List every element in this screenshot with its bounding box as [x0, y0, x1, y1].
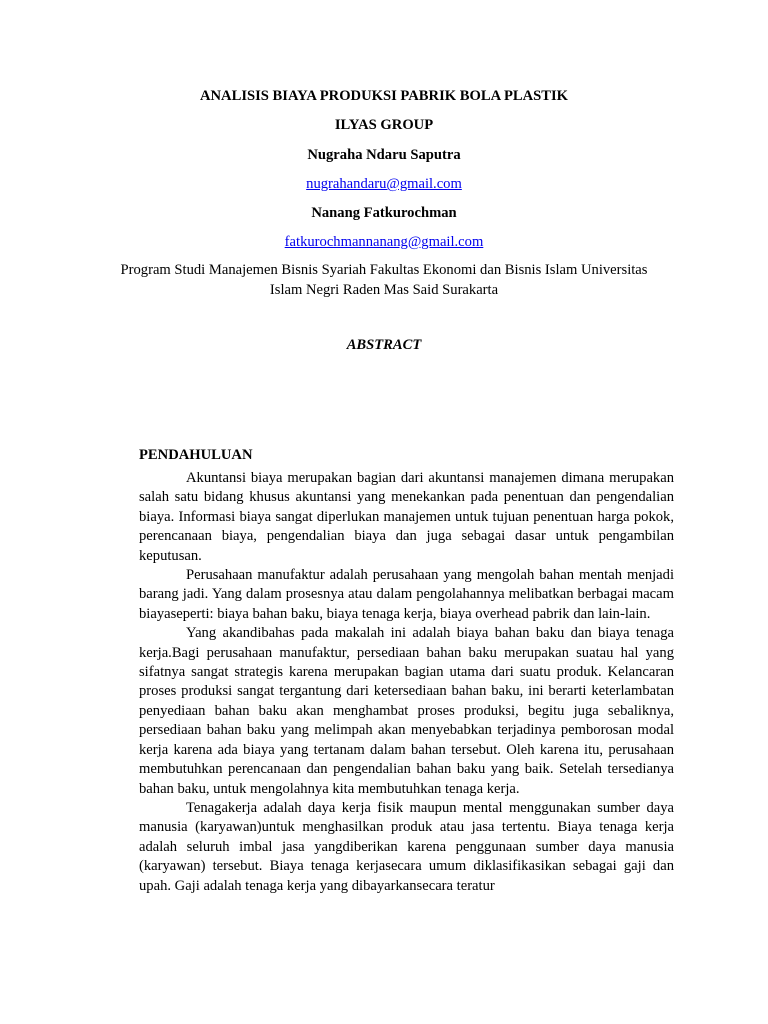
- affiliation-line-2: Islam Negri Raden Mas Said Surakarta: [269, 281, 499, 298]
- paragraph-3: Yang akandibahas pada makalah ini adalah biaya bahan baku dan biaya tenaga kerja.Bagi perusahaan manufaktur, persediaan bahan baku merupakan suatau hal yang sifatnya sangat strategis karena merupakan bagian utama dari suatu produk. Kelancaran proses produksi sangat tergantung dari ketersediaan bahan baku, ini berarti keterlambatan penyediaan bahan baku akan menghambat proses produksi, begitu juga sebaliknya, persediaan bahan baku yang melimpah akan menyebabkan terjadinya pemborosan modal kerja karena ada biaya yang tertanam dalam bahan tersebut. Oleh karena itu, perusahaan membutuhkan perencanaan dan pengendalian bahan baku yang baik. Setelah tersedianya bahan baku, untuk mengolahnya kita membutuhkan tenaga kerja.: [139, 625, 674, 797]
- author-1-name: Nugraha Ndaru Saputra: [307, 147, 461, 163]
- author-2-name: Nanang Fatkurochman: [311, 205, 457, 221]
- author-2-email-link[interactable]: fatkurochmannanang@gmail.com: [284, 234, 484, 250]
- author-1-email-link[interactable]: nugrahandaru@gmail.com: [306, 176, 462, 192]
- affiliation: [90, 261, 678, 300]
- abstract-heading: ABSTRACT: [346, 337, 422, 353]
- author-2-email-line: [0, 233, 768, 252]
- paper-title-line-1: ANALISIS BIAYA PRODUKSI PABRIK BOLA PLASTIK: [199, 88, 569, 104]
- body-text: [139, 469, 674, 896]
- affiliation-line-1: Program Studi Manajemen Bisnis Syariah Fakultas Ekonomi dan Bisnis Islam Universitas: [120, 262, 648, 278]
- section-heading: PENDAHULUAN: [139, 447, 253, 463]
- paragraph-4: Tenagakerja adalah daya kerja fisik maupun mental menggunakan sumber daya manusia (karyawan)untuk menghasilkan produk atau jasa tertentu. Biaya tenaga kerja adalah seluruh imbal jasa yangdiberikan karena penggunaan sumber daya manusia (karyawan) tersebut. Biaya tenaga kerjasecara umum diklasifikasikan sebagai gaji dan upah. Gaji adalah tenaga kerja yang dibayarkansecara teratur: [139, 799, 674, 894]
- paper-title-line-2: ILYAS GROUP: [334, 117, 434, 133]
- paragraph-2: Perusahaan manufaktur adalah perusahaan yang mengolah bahan mentah menjadi barang jadi. Yang dalam prosesnya atau dalam pengolahannya melibatkan berbagai macam biayaseperti: biaya bahan baku, biaya tenaga kerja, biaya overhead pabrik dan lain-lain.: [139, 567, 674, 622]
- author-1-email-line: [0, 175, 768, 194]
- paragraph-1: Akuntansi biaya merupakan bagian dari akuntansi manajemen dimana merupakan salah satu bidang khusus akuntansi yang menekankan pada penentuan dan pengendalian biaya. Informasi biaya sangat diperlukan manajemen untuk tujuan penentuan harga pokok, perencanaan biaya, pengendalian biaya dan juga sebagai dasar untuk pengambilan keputusan.: [139, 470, 674, 564]
